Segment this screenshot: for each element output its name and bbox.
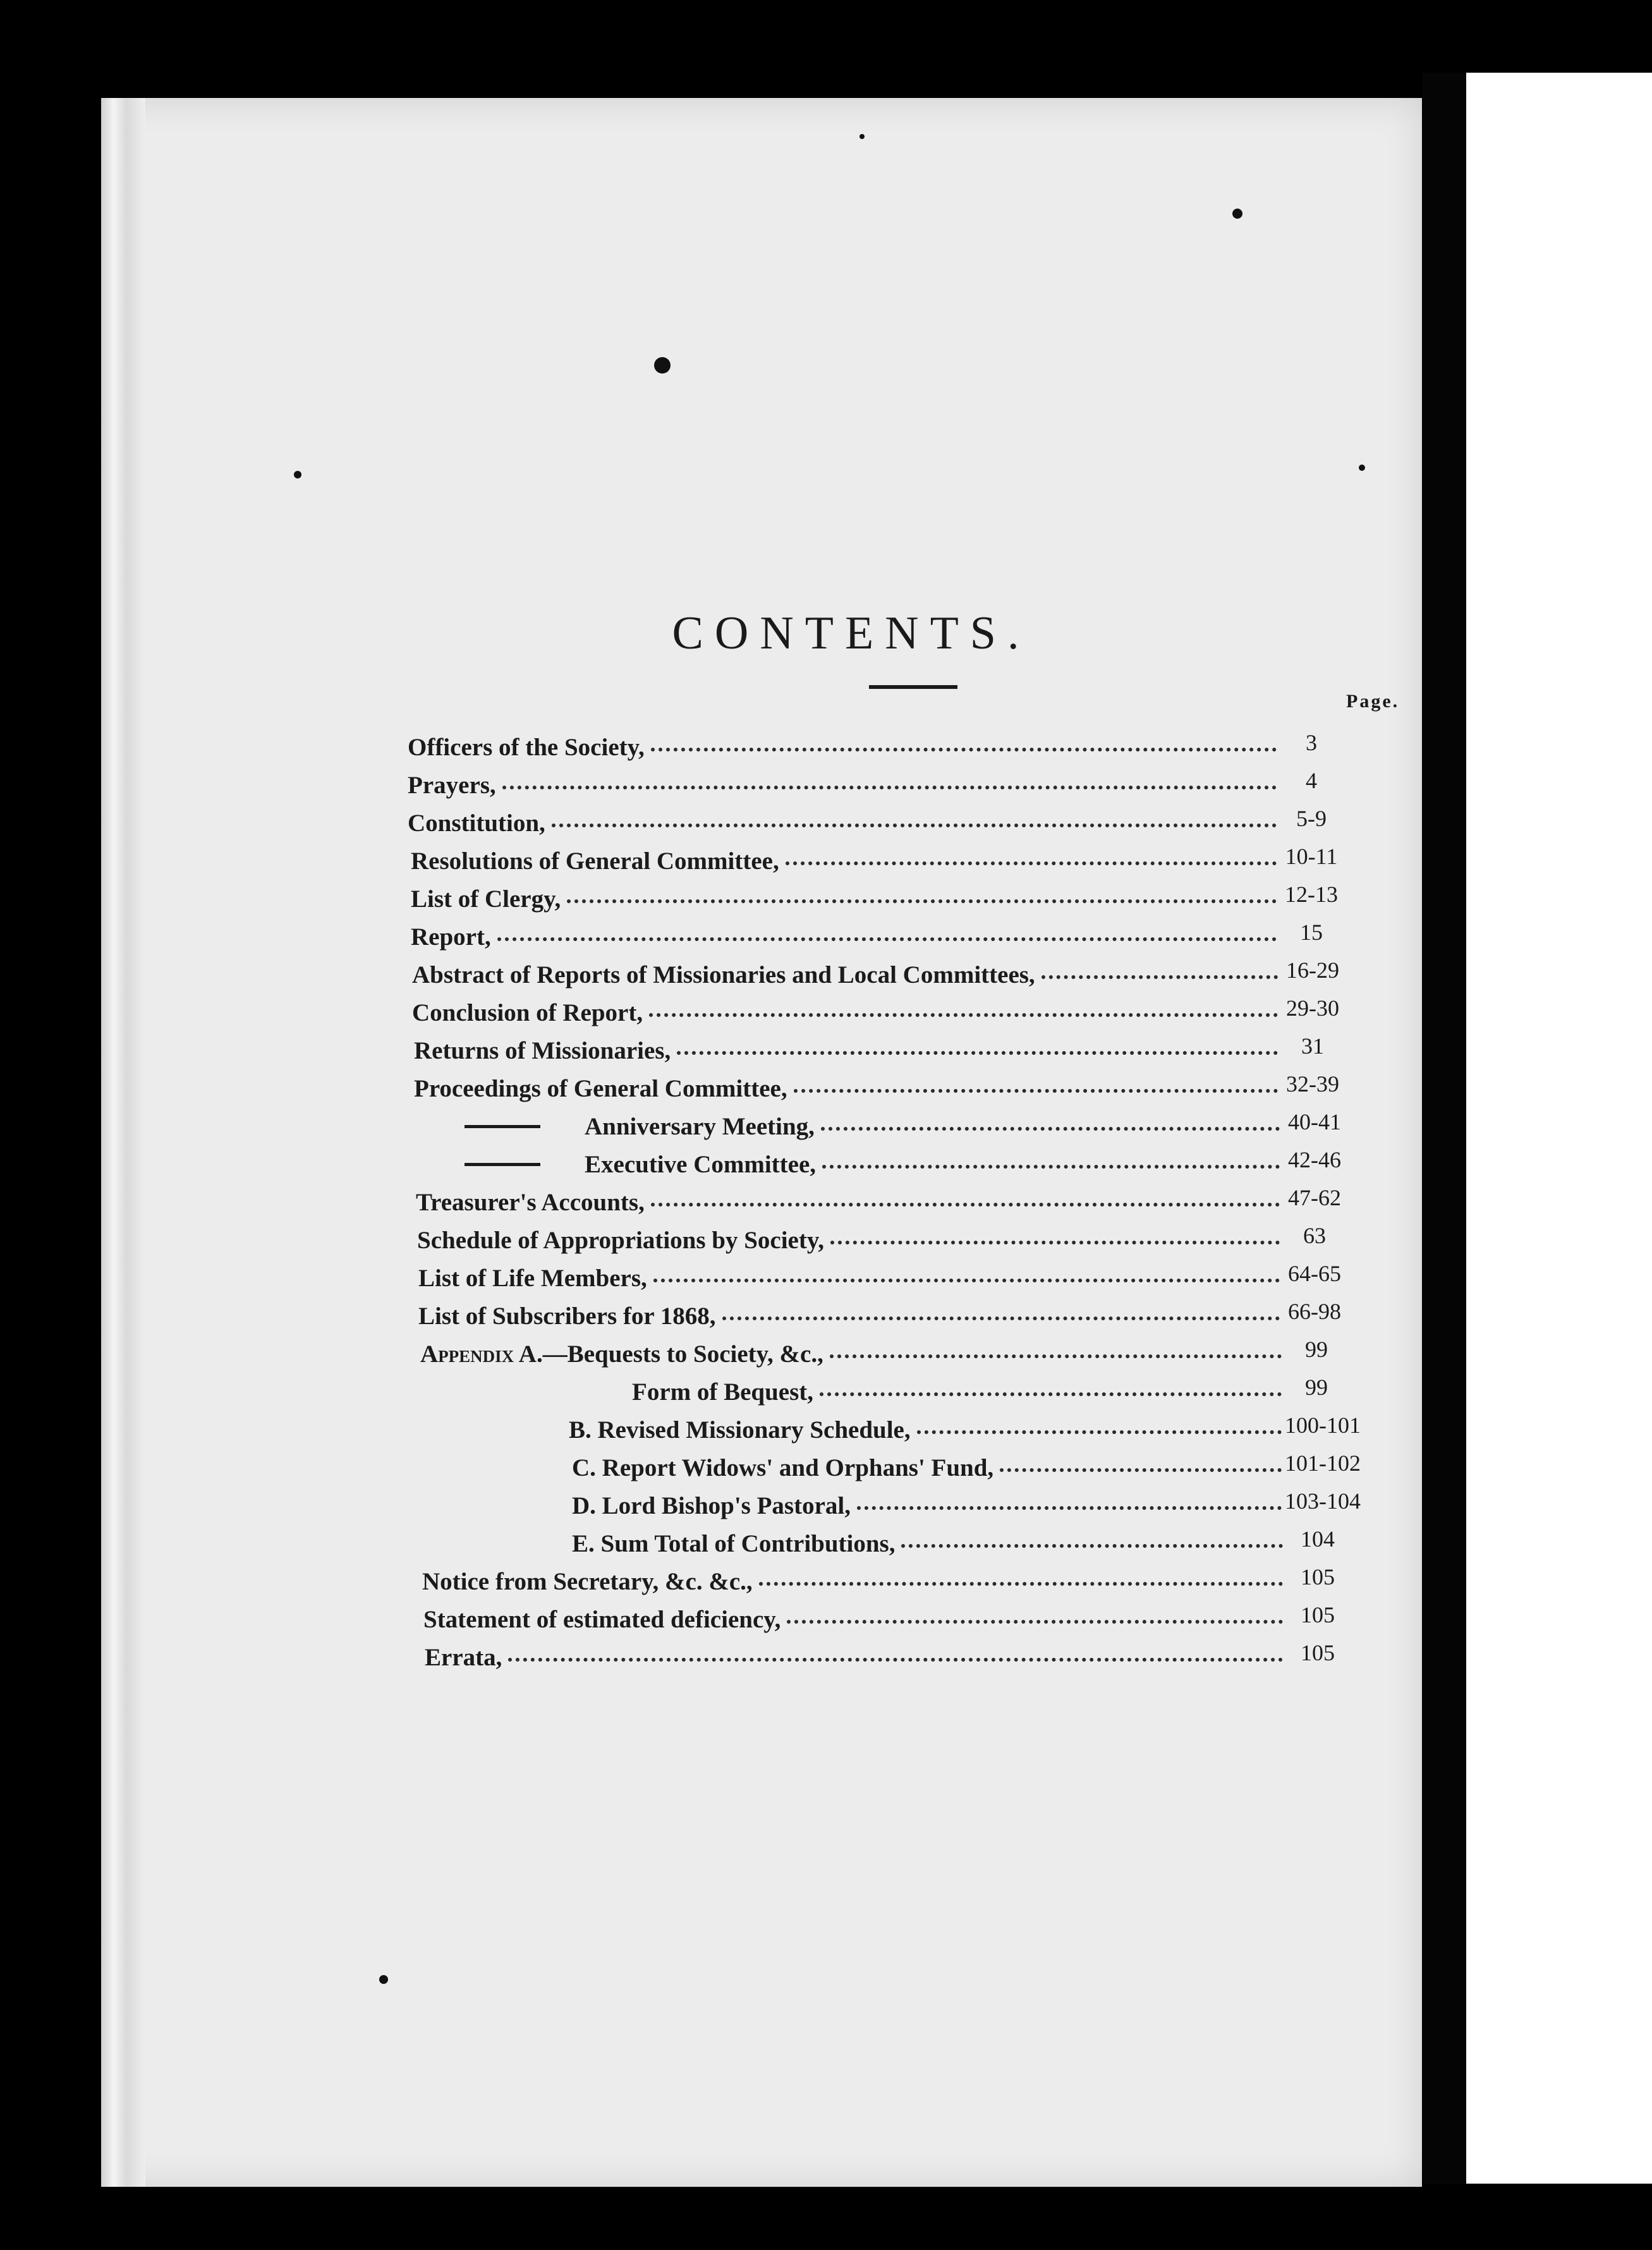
toc-entry[interactable] [425, 1640, 1335, 1681]
toc-entry-page: 32-39 [1286, 1071, 1339, 1097]
toc-leader [677, 1051, 1278, 1055]
toc-entry-page: 105 [1301, 1640, 1335, 1665]
page-edge [101, 98, 145, 2187]
toc-leader [552, 824, 1277, 827]
ditto-dash [465, 1125, 540, 1128]
toc-entry-page: 4 [1306, 768, 1317, 793]
toc-entry[interactable] [423, 1602, 1335, 1643]
toc-leader [502, 786, 1277, 789]
toc-leader [1000, 1468, 1282, 1472]
toc-entry-page: 12-13 [1285, 882, 1338, 907]
toc-entry[interactable] [412, 995, 1339, 1037]
toc-entry-page: 100-101 [1285, 1413, 1361, 1438]
toc-leader [917, 1430, 1282, 1434]
toc-entry[interactable] [411, 844, 1338, 885]
toc-entry[interactable] [420, 1337, 1328, 1378]
toc-entry-label: D. Lord Bishop's Pastoral, [572, 1492, 851, 1519]
toc-entry-label: Executive Committee, [585, 1151, 817, 1178]
toc-leader [759, 1582, 1283, 1586]
toc-entry-label: Form of Bequest, [632, 1378, 814, 1406]
toc-entry-page: 42-46 [1288, 1147, 1341, 1172]
toc-entry[interactable] [411, 920, 1323, 961]
toc-leader [901, 1544, 1283, 1548]
toc-entry-page: 99 [1305, 1375, 1328, 1400]
toc-entry-page: 31 [1301, 1033, 1324, 1059]
toc-entry[interactable] [414, 1071, 1339, 1112]
toc-leader [651, 748, 1277, 751]
scan-speck [1359, 465, 1365, 471]
toc-entry-label [420, 1340, 823, 1368]
toc-entry-label: List of Subscribers for 1868, [418, 1303, 716, 1330]
toc-entry-label: Officers of the Society, [408, 734, 645, 761]
toc-entry-label: C. Report Widows' and Orphans' Fund, [572, 1454, 994, 1481]
toc-entry[interactable] [408, 806, 1327, 847]
book-spine [1422, 73, 1466, 2184]
toc-entry-page: 3 [1306, 730, 1317, 755]
toc-entry-page: 101-102 [1285, 1450, 1361, 1476]
toc-entry-label: Notice from Secretary, &c. &c., [422, 1568, 753, 1595]
toc-leader [653, 1279, 1280, 1282]
scan-speck [859, 134, 865, 139]
toc-leader [786, 861, 1277, 865]
toc-leader [821, 1127, 1280, 1131]
toc-entry[interactable] [422, 1564, 1335, 1605]
toc-leader [787, 1620, 1283, 1624]
toc-entry[interactable] [411, 882, 1338, 923]
toc-leader [830, 1241, 1280, 1244]
toc-entry[interactable] [632, 1375, 1328, 1416]
toc-leader [820, 1392, 1282, 1396]
toc-entry-page: 105 [1301, 1602, 1335, 1627]
facing-page [1466, 73, 1652, 2184]
toc-entry-page: 105 [1301, 1564, 1335, 1590]
toc-entry-label: List of Clergy, [411, 885, 561, 913]
contents-title: CONTENTS. [672, 607, 1031, 659]
toc-entry-page: 5-9 [1296, 806, 1327, 831]
toc-entry-label: Errata, [425, 1644, 502, 1671]
toc-entry-label: Abstract of Reports of Missionaries and Local Committees, [412, 961, 1035, 988]
toc-leader [1042, 975, 1278, 979]
toc-entry-label: Conclusion of Report, [412, 999, 643, 1026]
toc-leader [567, 899, 1277, 903]
ditto-dash [465, 1163, 540, 1166]
scan-speck [654, 357, 671, 374]
toc-entry-page: 104 [1301, 1526, 1335, 1552]
appendix-entry-text: A.—Bequests to Society, &c., [518, 1341, 823, 1368]
title-rule [869, 685, 957, 689]
toc-entry-label: Treasurer's Accounts, [416, 1189, 645, 1216]
toc-leader [722, 1317, 1280, 1320]
toc-leader [830, 1354, 1282, 1358]
toc-entry[interactable] [572, 1488, 1361, 1529]
toc-leader [508, 1658, 1283, 1662]
toc-entry[interactable] [408, 730, 1317, 771]
page-column-heading: Page. [1346, 691, 1400, 712]
toc-entry-label: B. Revised Missionary Schedule, [569, 1416, 911, 1444]
toc-entry-page: 40-41 [1288, 1109, 1341, 1134]
toc-entry[interactable] [572, 1450, 1361, 1492]
toc-leader [649, 1013, 1278, 1017]
toc-entry[interactable] [414, 1033, 1324, 1074]
toc-entry-label: Schedule of Appropriations by Society, [417, 1227, 824, 1254]
toc-entry-page: 64-65 [1288, 1261, 1341, 1286]
scan-speck [1232, 209, 1242, 219]
scan-speck [379, 1975, 388, 1984]
toc-entry[interactable] [465, 1147, 1341, 1188]
toc-leader [651, 1203, 1280, 1207]
toc-entry-page: 103-104 [1285, 1488, 1361, 1514]
toc-entry[interactable] [572, 1526, 1335, 1567]
toc-leader [857, 1506, 1282, 1510]
toc-entry[interactable] [412, 958, 1339, 999]
toc-entry-label: Anniversary Meeting, [585, 1113, 815, 1140]
toc-entry-label: Returns of Missionaries, [414, 1037, 671, 1064]
toc-entry-page: 63 [1303, 1223, 1326, 1248]
toc-entry-label: Report, [411, 923, 491, 951]
toc-entry-page: 47-62 [1288, 1185, 1341, 1210]
toc-entry-label: Statement of estimated deficiency, [423, 1606, 781, 1633]
toc-entry-page: 29-30 [1286, 995, 1339, 1021]
toc-entry-page: 16-29 [1286, 958, 1339, 983]
toc-entry-label: Resolutions of General Committee, [411, 848, 779, 875]
toc-entry[interactable] [465, 1109, 1341, 1150]
toc-entry-page: 15 [1300, 920, 1323, 945]
toc-entry-label: Proceedings of General Committee, [414, 1075, 787, 1102]
toc-entry[interactable] [569, 1413, 1361, 1454]
toc-leader [822, 1165, 1280, 1169]
toc-entry[interactable] [408, 768, 1317, 809]
toc-entry[interactable] [418, 1261, 1341, 1302]
toc-entry-page: 99 [1305, 1337, 1328, 1362]
toc-entry-label: Prayers, [408, 772, 496, 799]
toc-leader [794, 1089, 1278, 1093]
toc-entry-page: 66-98 [1288, 1299, 1341, 1324]
toc-entry[interactable] [418, 1299, 1341, 1340]
toc-entry-label: Constitution, [408, 810, 545, 837]
toc-entry-label: List of Life Members, [418, 1265, 647, 1292]
toc-entry[interactable] [416, 1185, 1341, 1226]
toc-entry-page: 10-11 [1285, 844, 1338, 869]
appendix-label: Appendix [420, 1341, 514, 1368]
scan-speck [294, 471, 301, 478]
toc-entry[interactable] [417, 1223, 1326, 1264]
toc-leader [497, 937, 1277, 941]
toc-entry-label: E. Sum Total of Contributions, [572, 1530, 896, 1557]
